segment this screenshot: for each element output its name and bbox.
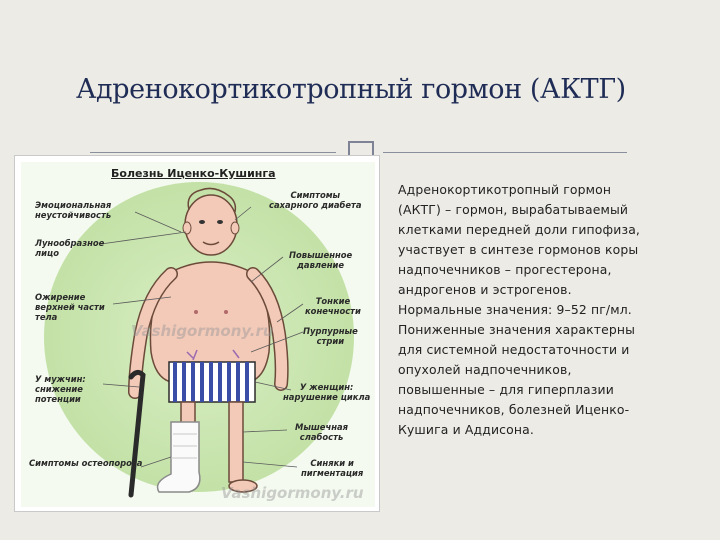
label-diabetes-symptoms: Симптомы сахарного диабета bbox=[269, 190, 362, 210]
label-moon-face: Лунообразное лицо bbox=[35, 238, 105, 258]
label-thin-limbs: Тонкие конечности bbox=[305, 296, 361, 316]
slide-title: Адренокортикотропный гормон (АКТГ) bbox=[76, 74, 626, 105]
head bbox=[185, 195, 237, 255]
body-text: Адренокортикотропный гормон (АКТГ) – гормон, вырабатываемый клетками передней доли гипофиза, участвует в синтезе гормонов коры надпочечников – прогестерона, андрогенов и эстрогенов. Нормальные значения: 9–52 пг/мл. Пониженные значения характерны для системной недостаточности и опухолей надпочечников, повышенные – для гиперплазии надпочечников, болезней Иценко-Кушига и Аддисона. bbox=[398, 182, 641, 437]
watermark-bottom: Vashigormony.ru bbox=[221, 484, 364, 502]
label-female-cycle: У женщин: нарушение цикла bbox=[283, 382, 371, 402]
label-upper-body-obesity: Ожирение верхней части тела bbox=[35, 292, 105, 322]
watermark: Vashigormony.ru bbox=[131, 322, 274, 340]
illustration-canvas bbox=[21, 162, 375, 507]
label-muscle-weakness: Мышечная слабость bbox=[295, 422, 349, 442]
label-high-pressure: Повышенное давление bbox=[289, 250, 353, 270]
label-purple-striae: Пурпурные стрии bbox=[303, 326, 358, 346]
cushing-illustration bbox=[14, 155, 380, 512]
illustration-title: Болезнь Иценко-Кушинга bbox=[111, 167, 276, 180]
title-rule-right bbox=[383, 152, 627, 153]
label-bruises: Синяки и пигментация bbox=[301, 458, 364, 478]
label-male-potency: У мужчин: снижение потенции bbox=[35, 374, 86, 404]
title-rule-left bbox=[90, 152, 336, 153]
label-osteoporosis: Симптомы остеопороза bbox=[29, 458, 143, 468]
label-emotional-instability: Эмоциональная неустойчивость bbox=[35, 200, 112, 220]
